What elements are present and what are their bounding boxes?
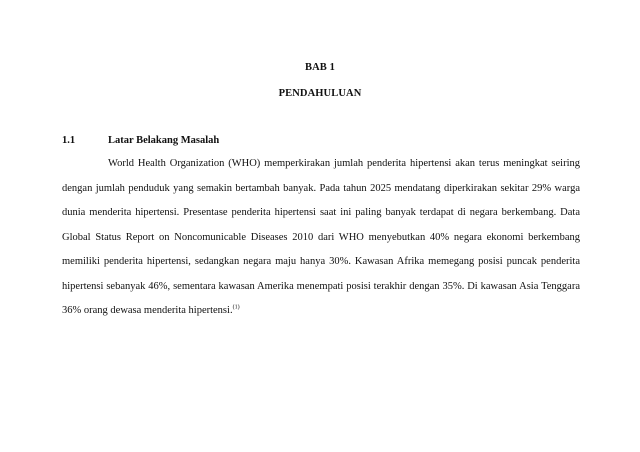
body-paragraph bbox=[62, 152, 580, 324]
section-heading bbox=[62, 135, 219, 146]
paragraph-text: World Health Organization (WHO) memperkirakan jumlah penderita hipertensi akan terus meningkat seiring dengan jumlah penduduk yang semakin bertambah banyak. Pada tahun 2025 mendatang diperkirakan sekitar 29% warga dunia menderita hipertensi. Presentase penderita hipertensi saat ini paling banyak terdapat di negara berkembang. Data Global Status Report on Noncomunicable Diseases 2010 dari WHO menyebutkan 40% negara ekonomi berkembang memiliki penderita hipertensi, sedangkan negara maju hanya 30%. Kawasan Afrika memegang posisi puncak penderita hipertensi sebanyak 46%, sementara kawasan Amerika menempati posisi terakhir dengan 35%. Di kawasan Asia Tenggara 36% orang dewasa menderita hipertensi. bbox=[62, 158, 580, 316]
citation-marker: (1) bbox=[232, 304, 240, 311]
chapter-title: PENDAHULUAN bbox=[278, 88, 362, 99]
section-title: Latar Belakang Masalah bbox=[108, 135, 220, 146]
chapter-number: BAB 1 bbox=[305, 62, 335, 73]
section-number: 1.1 bbox=[62, 135, 76, 146]
